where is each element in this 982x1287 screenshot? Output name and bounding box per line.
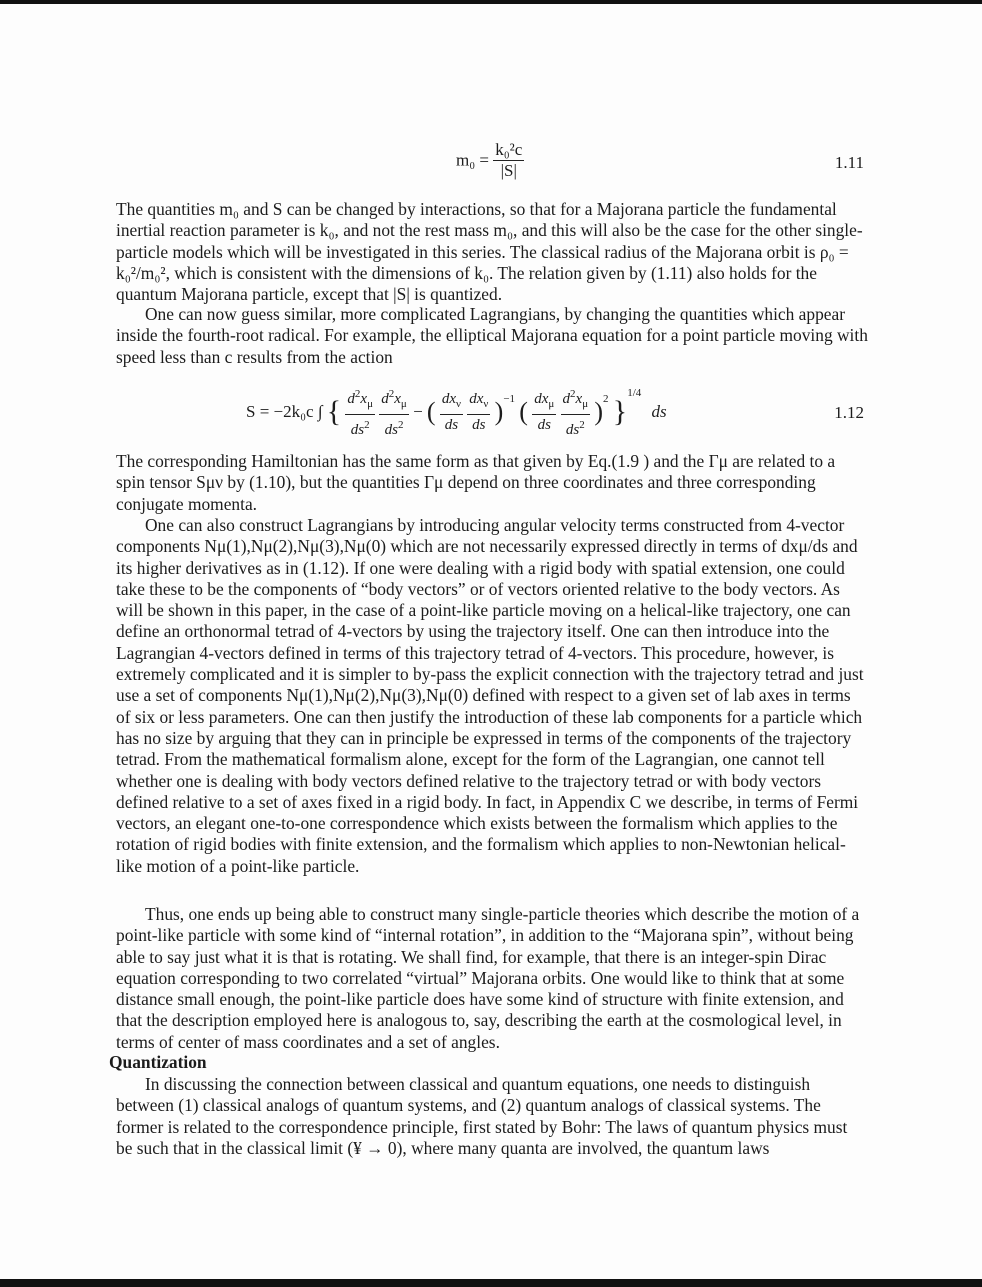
equation-1-11 (0, 140, 982, 190)
close-paren: ) (594, 397, 604, 426)
fraction-dx-ds: $\frac{dx_\mu}{ds}$ (534, 391, 555, 433)
paragraph-text: Thus, one ends up being able to construct many single-particle theories which describe the motion of a point-like particle with some kind of “internal rotation”, in addition to the “Majorana spin”, without being able to say just what it is that is rotating. We shall find, for example, that there is an integer-spin Dirac equation corresponding to two correlated “virtual” Majorana orbits. One would like to think that at some distance small enough, the point-like particle does have some kind of structure with finite extension, and that the description employed here is analogous to, say, describing the earth at the cosmological level, in terms of center of mass coordinates and a set of angles. (116, 904, 860, 1052)
equation-number: 1.11 (834, 153, 864, 172)
integrand-ds: ds (651, 402, 667, 421)
open-brace: { (326, 395, 342, 428)
open-paren: ( (426, 397, 436, 426)
equation-1-11-body (456, 140, 524, 181)
paragraph-text: The corresponding Hamiltonian has the same form as that given by Eq.(1.9 ) and the Γμ are related to a spin tensor Sμν by (1.10), but the quantities Γμ depend on three coordinates and three corresponding conjugate momenta. (116, 451, 836, 514)
scan-border-top (0, 0, 982, 4)
equation-1-12 (0, 384, 982, 444)
paragraph-3 (116, 451, 868, 515)
paragraph-text: One can also construct Lagrangians by introducing angular velocity terms constructed from 4-vector components Nμ(1),Nμ(2),Nμ(3),Nμ(0) which are not necessarily expressed directly in terms of dxμ/ds and its higher derivatives as in (1.12). If one were dealing with a rigid body with spatial extension, one could take these to be the components of “body vectors” or of vectors oriented relative to the body vectors. As will be shown in this paper, in the case of a point-like particle moving on a helical-like trajectory, one can define an orthonormal tetrad of 4-vectors by using the trajectory itself. One can then introduce into the Lagrangian 4-vectors defined in terms of this trajectory tetrad of 4-vectors. This procedure, however, is extremely complicated and it is simpler to by-pass the explicit connection with the trajectory tetrad and just use a set of components Nμ(1),Nμ(2),Nμ(3),Nμ(0) defined with respect to a given set of lab axes in terms of six or less parameters. One can then justify the introduction of these lab components for a particle which has no size by arguing that they can in principle be expressed in terms of the components of the trajectory tetrad. From the mathematical formalism alone, except for the form of the Lagrangian, one cannot tell whether one is dealing with body vectors defined relative to the trajectory tetrad or with body vectors defined relative to a set of axes fixed in a rigid body. In fact, in Appendix C we describe, in terms of Fermi vectors, an elegant one-to-one correspondence which exists between the formalism which applies to the rotation of rigid bodies with finite extension, and the formalism which applies to non-Newtonian helical-like motion of a point-like particle. (116, 515, 864, 876)
close-paren: ) (494, 397, 504, 426)
fraction-d2x-ds2: $\frac{d^2x_\mu}{ds^2}$ (561, 384, 591, 440)
fraction-numerator: k₀²c (495, 140, 523, 159)
fraction-d2x-ds2: $\frac{d^2x_\mu}{ds^2}$ (345, 384, 375, 440)
outer-exponent: 1/4 (627, 386, 642, 399)
inverse-exponent: −1 (503, 392, 516, 405)
close-brace: } (612, 395, 628, 428)
paragraph-6 (116, 1074, 868, 1159)
paragraph-4 (116, 515, 868, 877)
fraction-denominator: |S| (500, 161, 517, 180)
fraction-dx-ds: $\frac{dx_\nu}{ds}$ (441, 391, 461, 433)
paragraph-5 (116, 904, 868, 1053)
paragraph-text: One can now guess similar, more complicated Lagrangians, by changing the quantities which appear inside the fourth-root radical. For example, the elliptical Majorana equation for a point particle moving with speed less than c results from the action (116, 304, 868, 367)
equation-lhs: S = −2k₀c ∫ (246, 402, 323, 421)
minus-sign: − (413, 402, 423, 421)
section-heading-quantization: Quantization (109, 1052, 207, 1072)
equation-1-12-body (246, 384, 667, 440)
paragraph-text: The quantities m₀ and S can be changed by interactions, so that for a Majorana particle the fundamental inertial reaction parameter is k₀, and not the rest mass m₀, and this will also be the case for the other single-particle models which will be investigated in this series. The classical radius of the Majorana orbit is ρ₀ = k₀²/m₀², which is consistent with the dimensions of k₀. The relation given by (1.11) also holds for the quantum Majorana particle, except that |S| is quantized. (116, 199, 863, 305)
paragraph-1 (116, 199, 868, 305)
equation-number: 1.12 (834, 403, 864, 422)
inner-exponent: 2 (603, 392, 609, 405)
equation-fraction (493, 140, 524, 181)
fraction-d2x-ds2: $\frac{d^2x_\mu}{ds^2}$ (379, 384, 409, 440)
paragraph-2 (116, 304, 868, 368)
fraction-dx-ds: $\frac{dx_\nu}{ds}$ (469, 391, 489, 433)
scan-border-bottom (0, 1279, 982, 1287)
equation-lhs: m₀ = (456, 150, 489, 170)
paragraph-text: In discussing the connection between classical and quantum equations, one needs to distinguish between (1) classical analogs of quantum systems, and (2) quantum analogs of classical systems. The former is related to the correspondence principle, first stated by Bohr: The laws of quantum physics must be such that in the classical limit (¥ → 0), where many quanta are involved, the quantum laws (116, 1074, 848, 1158)
open-paren: ( (519, 397, 528, 426)
